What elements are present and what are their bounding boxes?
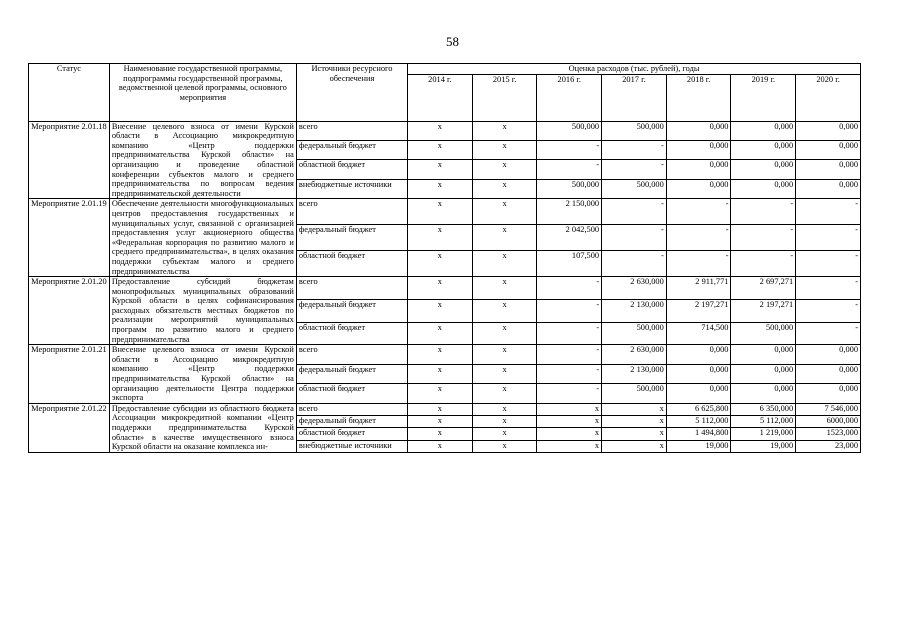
value-cell: - <box>602 160 667 179</box>
funding-source: областной бюджет <box>296 428 407 440</box>
value-cell: - <box>602 141 667 160</box>
value-cell: х <box>602 440 667 452</box>
header-year: 2017 г. <box>602 74 667 121</box>
value-cell: 0,000 <box>666 160 731 179</box>
value-cell: 0,000 <box>796 345 861 365</box>
value-cell: х <box>408 225 473 251</box>
value-cell: 107,500 <box>537 251 602 277</box>
value-cell: х <box>408 251 473 277</box>
value-cell: 714,500 <box>666 322 731 345</box>
value-cell: - <box>796 199 861 225</box>
measure-name: Предоставление субсидии из областного бюджета Ассоциации микрокредитной компании «Центр поддержки предпринимательства Курской области» в качестве имущественного взноса Курской области на оказание комплекса ин- <box>109 403 296 452</box>
value-cell: х <box>602 403 667 415</box>
value-cell: х <box>408 345 473 365</box>
value-cell: - <box>796 277 861 300</box>
funding-source: федеральный бюджет <box>296 225 407 251</box>
value-cell: 0,000 <box>731 179 796 198</box>
value-cell: х <box>472 277 537 300</box>
value-cell: х <box>408 322 473 345</box>
table-row <box>29 121 861 140</box>
expenditure-table <box>28 63 861 453</box>
value-cell: х <box>472 199 537 225</box>
value-cell: - <box>537 141 602 160</box>
value-cell: 0,000 <box>731 160 796 179</box>
funding-source: внебюджетные источники <box>296 179 407 198</box>
value-cell: х <box>408 299 473 322</box>
value-cell: 2 042,500 <box>537 225 602 251</box>
value-cell: - <box>537 299 602 322</box>
measure-status: Мероприятие 2.01.21 <box>29 345 110 404</box>
measure-name: Внесение целевого взноса от имени Курской области в Ассоциацию микрокредитную компанию «Центр поддержки предпринимательства Курской области» на организацию и проведение областной конференции субъектов малого и среднего предпринимательства по вопросам ведения предпринимательской деятельности <box>109 121 296 199</box>
value-cell: 2 630,000 <box>602 345 667 365</box>
table-row <box>29 277 861 300</box>
value-cell: х <box>472 384 537 404</box>
measure-name: Обеспечение деятельности многофункциональных центров предоставления государственных и муниципальных услуг, связанной с организацией предоставления услуг акционерного общества «Федеральная корпорация по развитию малого и среднего предпринимательства», в целях оказания поддержки субъектам малого и среднего предпринимательства <box>109 199 296 277</box>
value-cell: х <box>408 403 473 415</box>
value-cell: 0,000 <box>731 345 796 365</box>
value-cell: х <box>537 428 602 440</box>
value-cell: х <box>472 416 537 428</box>
header-program: Наименование государственной программы, подпрограммы государственной программы, ведомственной целевой программы, основного мероприятия <box>109 64 296 122</box>
funding-source: всего <box>296 121 407 140</box>
funding-source: областной бюджет <box>296 251 407 277</box>
value-cell: 6 625,800 <box>666 403 731 415</box>
header-year: 2016 г. <box>537 74 602 121</box>
value-cell: 500,000 <box>602 322 667 345</box>
value-cell: 0,000 <box>796 141 861 160</box>
header-estimate: Оценка расходов (тыс. рублей), годы <box>408 64 861 75</box>
value-cell: х <box>408 440 473 452</box>
value-cell: х <box>537 403 602 415</box>
value-cell: х <box>472 299 537 322</box>
value-cell: 0,000 <box>666 345 731 365</box>
value-cell: 500,000 <box>602 179 667 198</box>
value-cell: - <box>537 160 602 179</box>
value-cell: 0,000 <box>796 179 861 198</box>
funding-source: федеральный бюджет <box>296 141 407 160</box>
value-cell: - <box>796 322 861 345</box>
value-cell: х <box>408 199 473 225</box>
header-year: 2020 г. <box>796 74 861 121</box>
value-cell: х <box>602 416 667 428</box>
value-cell: 2 130,000 <box>602 299 667 322</box>
value-cell: 2 197,271 <box>731 299 796 322</box>
measure-status: Мероприятие 2.01.22 <box>29 403 110 452</box>
value-cell: х <box>408 179 473 198</box>
value-cell: - <box>666 225 731 251</box>
value-cell: - <box>602 251 667 277</box>
value-cell: - <box>796 225 861 251</box>
value-cell: х <box>472 403 537 415</box>
value-cell: 19,000 <box>731 440 796 452</box>
value-cell: х <box>472 121 537 140</box>
value-cell: 0,000 <box>796 364 861 384</box>
value-cell: - <box>537 345 602 365</box>
value-cell: х <box>537 416 602 428</box>
value-cell: - <box>602 225 667 251</box>
header-year: 2019 г. <box>731 74 796 121</box>
value-cell: 500,000 <box>537 121 602 140</box>
header-year: 2018 г. <box>666 74 731 121</box>
value-cell: 6 350,000 <box>731 403 796 415</box>
value-cell: - <box>796 299 861 322</box>
header-year: 2015 г. <box>472 74 537 121</box>
funding-source: всего <box>296 277 407 300</box>
table-row <box>29 403 861 415</box>
funding-source: федеральный бюджет <box>296 416 407 428</box>
value-cell: х <box>472 440 537 452</box>
header-sources: Источники ресурсного обеспечения <box>296 64 407 122</box>
value-cell: - <box>796 251 861 277</box>
value-cell: 0,000 <box>796 384 861 404</box>
value-cell: х <box>408 416 473 428</box>
page-number: 58 <box>446 34 459 49</box>
table-row <box>29 199 861 225</box>
funding-source: внебюджетные источники <box>296 440 407 452</box>
header-status: Статус <box>29 64 110 122</box>
value-cell: 0,000 <box>796 160 861 179</box>
value-cell: 1 219,000 <box>731 428 796 440</box>
header-year: 2014 г. <box>408 74 473 121</box>
value-cell: х <box>408 428 473 440</box>
value-cell: х <box>472 322 537 345</box>
measure-name: Внесение целевого взноса от имени Курской области в Ассоциацию микрокредитную компанию «Центр поддержки предпринимательства Курской области» на организацию деятельности Центра поддержки экспорта <box>109 345 296 404</box>
funding-source: областной бюджет <box>296 160 407 179</box>
value-cell: 0,000 <box>666 141 731 160</box>
value-cell: х <box>408 364 473 384</box>
value-cell: - <box>731 225 796 251</box>
value-cell: х <box>472 345 537 365</box>
value-cell: х <box>408 121 473 140</box>
value-cell: 2 130,000 <box>602 364 667 384</box>
value-cell: 0,000 <box>666 384 731 404</box>
value-cell: 500,000 <box>731 322 796 345</box>
value-cell: 19,000 <box>666 440 731 452</box>
value-cell: 2 630,000 <box>602 277 667 300</box>
value-cell: х <box>408 384 473 404</box>
funding-source: областной бюджет <box>296 322 407 345</box>
value-cell: - <box>666 199 731 225</box>
value-cell: х <box>472 179 537 198</box>
value-cell: 0,000 <box>731 364 796 384</box>
funding-source: федеральный бюджет <box>296 364 407 384</box>
value-cell: 1523,000 <box>796 428 861 440</box>
value-cell: 2 150,000 <box>537 199 602 225</box>
value-cell: 500,000 <box>602 121 667 140</box>
value-cell: х <box>472 141 537 160</box>
value-cell: 2 911,771 <box>666 277 731 300</box>
table-row <box>29 345 861 365</box>
value-cell: - <box>731 251 796 277</box>
value-cell: х <box>472 428 537 440</box>
value-cell: х <box>408 141 473 160</box>
value-cell: 500,000 <box>537 179 602 198</box>
value-cell: - <box>602 199 667 225</box>
value-cell: 500,000 <box>602 384 667 404</box>
value-cell: х <box>408 277 473 300</box>
value-cell: 1 494,800 <box>666 428 731 440</box>
value-cell: 0,000 <box>731 141 796 160</box>
value-cell: х <box>408 160 473 179</box>
value-cell: 5 112,000 <box>666 416 731 428</box>
measure-status: Мероприятие 2.01.20 <box>29 277 110 345</box>
value-cell: х <box>602 428 667 440</box>
value-cell: - <box>731 199 796 225</box>
funding-source: областной бюджет <box>296 384 407 404</box>
measure-status: Мероприятие 2.01.18 <box>29 121 110 199</box>
value-cell: 2 697,271 <box>731 277 796 300</box>
value-cell: 23,000 <box>796 440 861 452</box>
funding-source: всего <box>296 403 407 415</box>
value-cell: - <box>537 322 602 345</box>
value-cell: 0,000 <box>666 364 731 384</box>
measure-status: Мероприятие 2.01.19 <box>29 199 110 277</box>
funding-source: федеральный бюджет <box>296 299 407 322</box>
value-cell: 0,000 <box>666 179 731 198</box>
value-cell: 5 112,000 <box>731 416 796 428</box>
value-cell: 2 197,271 <box>666 299 731 322</box>
value-cell: х <box>472 364 537 384</box>
funding-source: всего <box>296 199 407 225</box>
value-cell: - <box>666 251 731 277</box>
value-cell: 0,000 <box>731 384 796 404</box>
value-cell: 0,000 <box>796 121 861 140</box>
value-cell: х <box>472 251 537 277</box>
funding-source: всего <box>296 345 407 365</box>
table-body <box>29 121 861 452</box>
value-cell: х <box>537 440 602 452</box>
value-cell: х <box>472 160 537 179</box>
value-cell: - <box>537 277 602 300</box>
value-cell: х <box>472 225 537 251</box>
value-cell: 0,000 <box>666 121 731 140</box>
measure-name: Предоставление субсидий бюджетам монопрофильных муниципальных образований Курской области в целях софинансирования расходных обязательств местных бюджетов по реализации мероприятий муниципальных программ по развитию малого и среднего предпринимательства <box>109 277 296 345</box>
value-cell: 7 546,000 <box>796 403 861 415</box>
value-cell: 0,000 <box>731 121 796 140</box>
value-cell: 6000,000 <box>796 416 861 428</box>
value-cell: - <box>537 384 602 404</box>
value-cell: - <box>537 364 602 384</box>
